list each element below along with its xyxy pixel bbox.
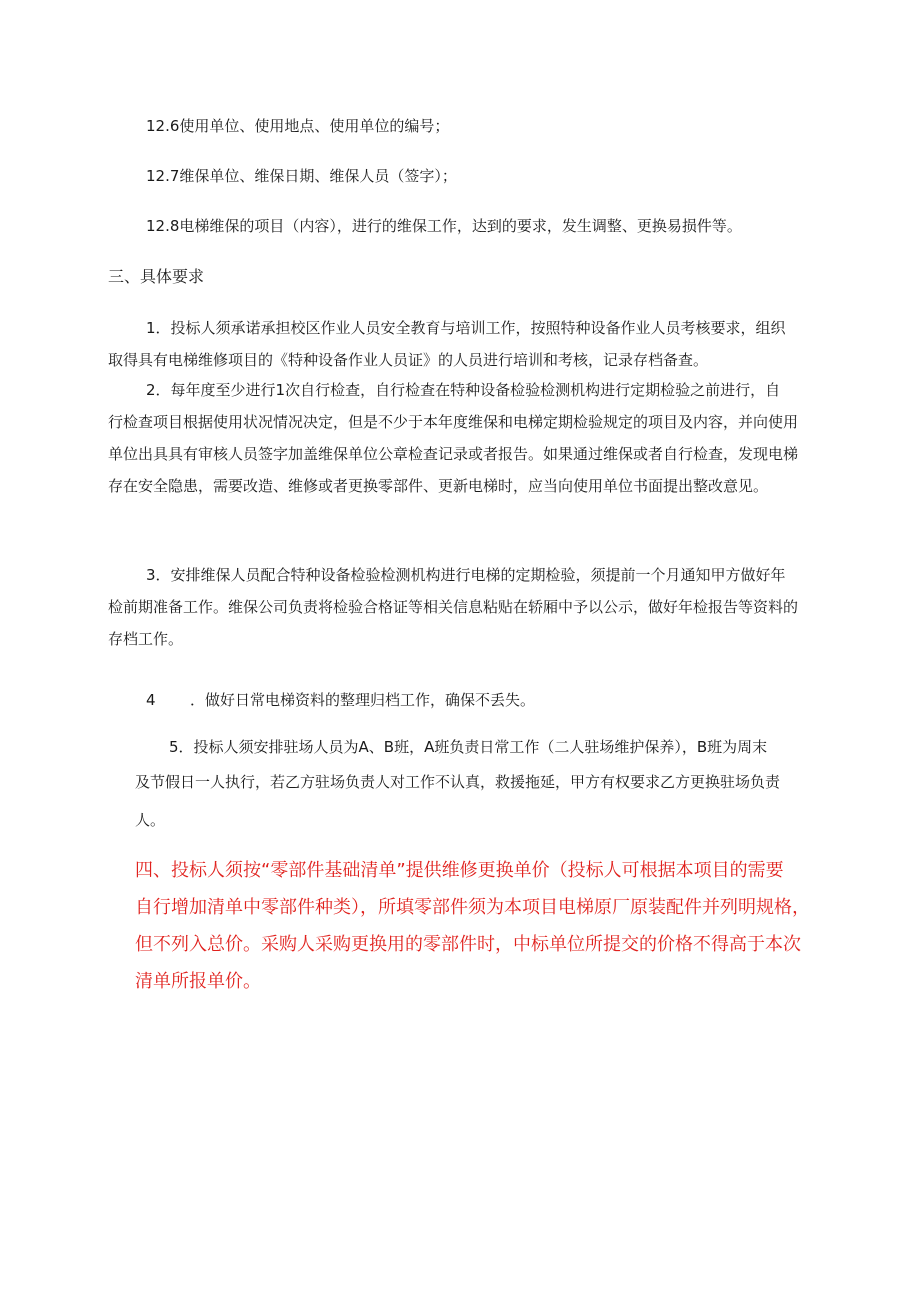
section-4-line-1: 四、投标人须按“零部件基础清单”提供维修更换单价（投标人可根据本项目的需要	[135, 860, 784, 881]
requirement-4-text: ．做好日常电梯资料的整理归档工作，确保不丢失。	[190, 691, 536, 709]
requirement-3-line-2: 检前期准备工作。维保公司负责将检验合格证等相关信息粘贴在轿厢中予以公示，做好年检报告等资料的	[108, 598, 799, 616]
section-4-line-3: 但不列入总价。采购人采购更换用的零部件时，中标单位所提交的价格不得高于本次	[135, 934, 801, 955]
requirement-5-line-3: 人。	[135, 811, 166, 829]
requirement-2-line-3: 单位出具具有审核人员签字加盖维保单位公章检查记录或者报告。如果通过维保或者自行检查，发现电梯	[108, 445, 799, 463]
requirement-3-line-3: 存档工作。	[108, 630, 184, 648]
requirement-2-line-1: 2．每年度至少进行1次自行检查，自行检查在特种设备检验检测机构进行定期检验之前进行，自	[146, 381, 781, 399]
requirement-5-line-2: 及节假日一人执行，若乙方驻场负责人对工作不认真，救援拖延，甲方有权要求乙方更换驻场负责	[135, 773, 781, 791]
item-12-8: 12.8电梯维保的项目（内容），进行的维保工作，达到的要求，发生调整、更换易损件等。	[146, 217, 742, 235]
requirement-5	[135, 731, 780, 839]
requirement-3	[108, 559, 798, 655]
requirement-5-line-1: 5．投标人须安排驻场人员为A、B班，A班负责日常工作（二人驻场维护保养），B班为周末	[169, 738, 768, 756]
section-3-heading: 三、具体要求	[108, 267, 205, 286]
requirement-1	[108, 312, 786, 376]
section-4-line-4: 清单所报单价。	[135, 971, 261, 992]
requirement-2	[108, 374, 798, 502]
requirement-3-line-1: 3．安排维保人员配合特种设备检验检测机构进行电梯的定期检验，须提前一个月通知甲方做好年	[146, 566, 786, 584]
requirement-1-line-2: 取得具有电梯维修项目的《特种设备作业人员证》的人员进行培训和考核，记录存档备查。	[108, 351, 709, 369]
section-4-line-2: 自行增加清单中零部件种类），所填零部件须为本项目电梯原厂原装配件并列明规格，	[135, 897, 810, 918]
requirement-2-line-2: 行检查项目根据使用状况情况决定，但是不少于本年度维保和电梯定期检验规定的项目及内容，并向使用	[108, 413, 799, 431]
requirement-2-line-4: 存在安全隐患，需要改造、维修或者更换零部件、更新电梯时，应当向使用单位书面提出整改意见。	[108, 477, 769, 495]
requirement-1-line-1: 1．投标人须承诺承担校区作业人员安全教育与培训工作，按照特种设备作业人员考核要求，组织	[146, 319, 786, 337]
section-4	[135, 852, 810, 1000]
requirement-4-number: 4	[146, 691, 156, 709]
item-12-6: 12.6使用单位、使用地点、使用单位的编号；	[146, 117, 450, 135]
item-12-7: 12.7维保单位、维保日期、维保人员（签字）；	[146, 167, 457, 185]
